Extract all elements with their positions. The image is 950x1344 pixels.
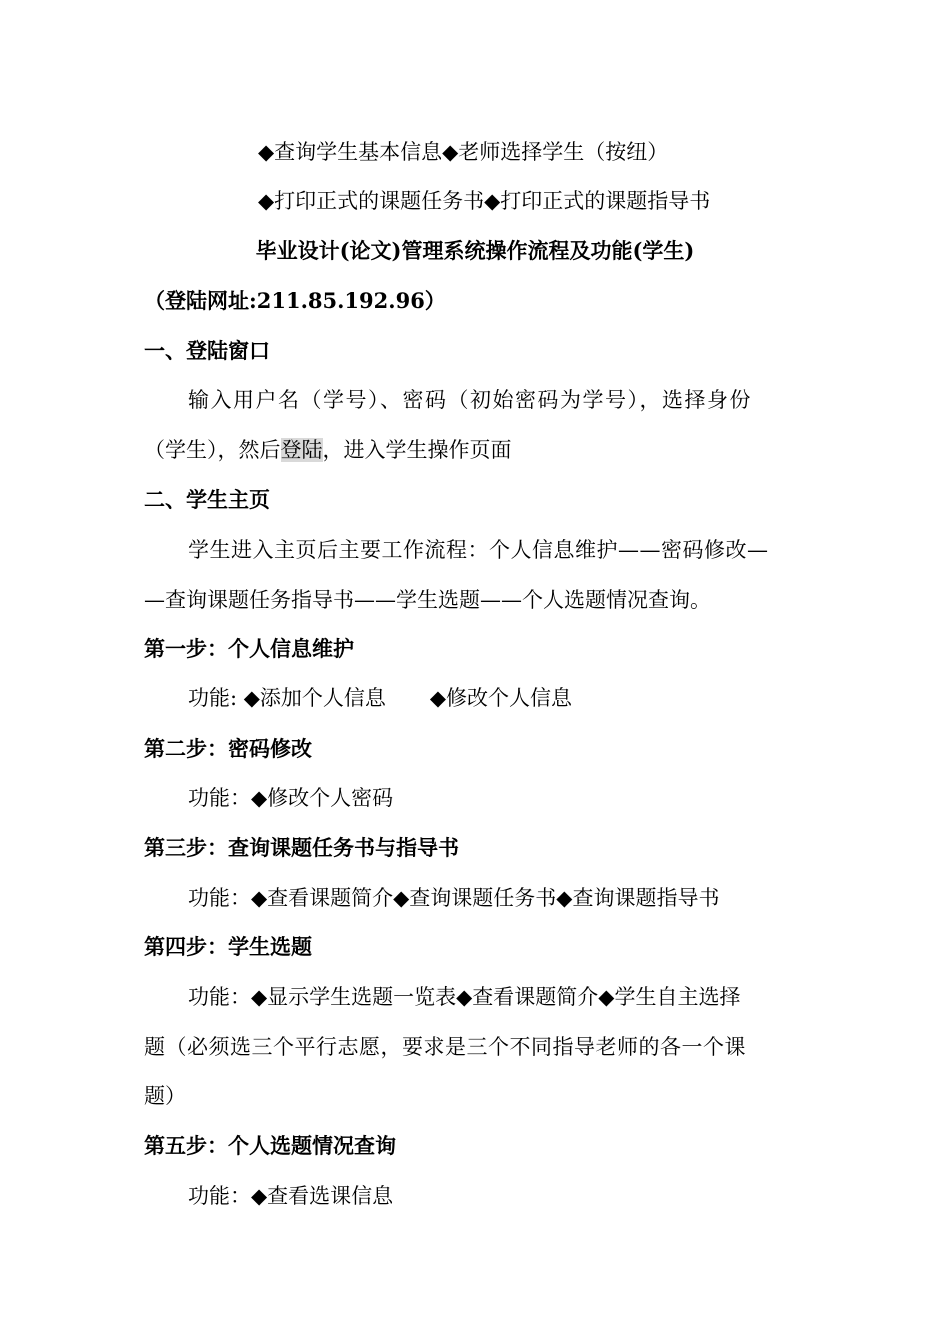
step-1-function-add: 功能: ◆添加个人信息 bbox=[188, 686, 386, 710]
step-4-functions-line-3: 题） bbox=[144, 1084, 186, 1108]
document-title: 毕业设计(论文)管理系统操作流程及功能(学生) bbox=[255, 238, 695, 263]
step-1-functions bbox=[188, 683, 572, 713]
step-3-functions: 功能：◆查看课题简介◆查询课题任务书◆查询课题指导书 bbox=[188, 886, 720, 910]
step-1-function-edit: ◆修改个人信息 bbox=[429, 686, 573, 710]
step-3-heading: 第三步：查询课题任务书与指导书 bbox=[144, 835, 459, 860]
feature-line-2: ◆打印正式的课题任务书◆打印正式的课题指导书 bbox=[258, 189, 711, 213]
step-4-heading: 第四步：学生选题 bbox=[144, 934, 312, 959]
step-4-functions-line-1: 功能：◆显示学生选题一览表◆查看课题简介◆学生自主选择 bbox=[188, 985, 741, 1009]
section-heading-student-home: 二、学生主页 bbox=[144, 487, 270, 512]
step-2-functions: 功能：◆修改个人密码 bbox=[188, 786, 394, 810]
step-1-heading: 第一步：个人信息维护 bbox=[144, 636, 354, 661]
login-paragraph-text-b: ，进入学生操作页面 bbox=[322, 438, 512, 462]
section-heading-login: 一、登陆窗口 bbox=[144, 338, 270, 363]
step-2-heading: 第二步：密码修改 bbox=[144, 736, 312, 761]
login-paragraph-line-2 bbox=[144, 435, 512, 465]
step-5-heading: 第五步：个人选题情况查询 bbox=[144, 1133, 396, 1158]
home-paragraph-line-1: 学生进入主页后主要工作流程：个人信息维护——密码修改— bbox=[188, 538, 769, 562]
login-url: （登陆网址:211.85.192.96） bbox=[144, 288, 446, 313]
step-5-functions: 功能：◆查看选课信息 bbox=[188, 1184, 394, 1208]
login-paragraph-text-a: （学生），然后 bbox=[144, 438, 281, 462]
step-4-functions-line-2: 题（必须选三个平行志愿，要求是三个不同指导老师的各一个课 bbox=[144, 1035, 746, 1059]
home-paragraph-line-2: —查询课题任务指导书——学生选题——个人选题情况查询。 bbox=[144, 588, 711, 612]
highlighted-login-word: 登陆 bbox=[280, 438, 323, 462]
login-paragraph-line-1: 输入用户名（学号）、密码（初始密码为学号），选择身份 bbox=[188, 388, 752, 412]
feature-line-1: ◆查询学生基本信息◆老师选择学生（按纽） bbox=[258, 140, 669, 164]
